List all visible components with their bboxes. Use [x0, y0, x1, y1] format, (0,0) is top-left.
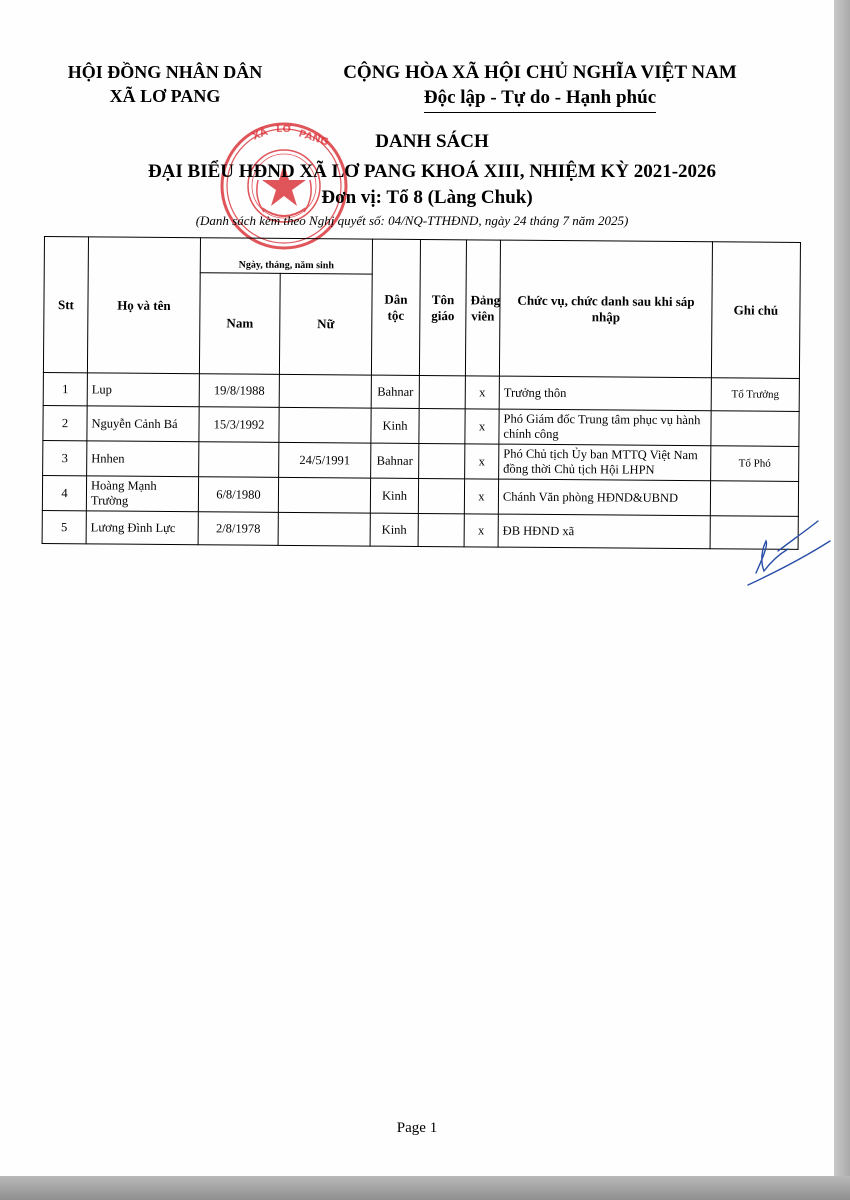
cell-name: Hoàng Mạnh Trường [86, 476, 198, 512]
scan-edge-right [834, 0, 850, 1200]
cell-position: Phó Giám đốc Trung tâm phục vụ hành chính công [499, 409, 711, 446]
issuer-council: HỘI ĐỒNG NHÂN DÂN [67, 62, 263, 82]
cell-party: x [465, 444, 499, 479]
document-title: DANH SÁCH [375, 131, 489, 152]
cell-stt: 5 [42, 510, 86, 543]
header-male: Nam [199, 273, 280, 375]
national-header [300, 60, 780, 113]
scan-edge-bottom [0, 1176, 850, 1200]
cell-name: Nguyễn Cảnh Bá [87, 406, 199, 442]
cell-male-dob: 2/8/1978 [198, 512, 278, 546]
cell-ethnicity: Bahnar [371, 443, 419, 478]
cell-ethnicity: Kinh [370, 478, 418, 513]
svg-text:PANG: PANG [297, 128, 330, 149]
cell-stt: 4 [42, 475, 86, 510]
svg-text:LƠ: LƠ [276, 124, 292, 135]
delegate-table [42, 236, 801, 550]
cell-note: Tổ Trưởng [711, 378, 799, 412]
country-name: CỘNG HÒA XÃ HỘI CHỦ NGHĨA VIỆT NAM [343, 62, 737, 83]
cell-female-dob [279, 407, 371, 443]
table-row [42, 510, 798, 549]
cell-position: ĐB HĐND xã [498, 514, 710, 549]
cell-religion [418, 513, 464, 546]
svg-text:XÃ: XÃ [251, 126, 270, 143]
national-motto: Độc lập - Tự do - Hạnh phúc [424, 85, 656, 113]
cell-stt: 1 [43, 372, 87, 405]
cell-religion [419, 443, 465, 478]
cell-female-dob [279, 374, 371, 408]
cell-position: Phó Chủ tịch Ủy ban MTTQ Việt Nam đồng thời Chủ tịch Hội LHPN [499, 444, 711, 481]
header-birth-group: Ngày, tháng, năm sinh [200, 238, 372, 274]
document-title-block [0, 130, 834, 230]
header-position: Chức vụ, chức danh sau khi sáp nhập [499, 240, 712, 378]
handwritten-signature [738, 515, 834, 595]
cell-ethnicity: Kinh [371, 408, 419, 443]
cell-party: x [464, 479, 498, 514]
issuer-header [40, 60, 290, 108]
cell-name: Lup [87, 373, 199, 407]
cell-stt: 2 [43, 405, 87, 440]
table-row [42, 475, 798, 516]
cell-male-dob [199, 442, 279, 478]
cell-stt: 3 [43, 440, 87, 475]
cell-religion [418, 478, 464, 513]
cell-ethnicity: Kinh [370, 513, 418, 546]
header-name: Họ và tên [87, 237, 200, 374]
table-row [43, 405, 799, 446]
header-note: Ghi chú [711, 242, 800, 379]
page-number: Page 1 [396, 1120, 438, 1136]
header-stt: Stt [43, 237, 88, 373]
cell-party: x [465, 409, 499, 444]
cell-name: Hnhen [87, 441, 199, 477]
cell-name: Lương Đình Lực [86, 511, 198, 545]
cell-position: Trưởng thôn [499, 376, 711, 411]
cell-female-dob [278, 512, 370, 546]
cell-male-dob: 6/8/1980 [198, 477, 278, 513]
table-row [43, 440, 799, 481]
unit-title: Đơn vị: Tổ 8 (Làng Chuk) [321, 187, 533, 208]
cell-religion [419, 408, 465, 443]
cell-female-dob: 24/5/1991 [279, 442, 371, 478]
header-religion: Tôn giáo [419, 239, 466, 375]
cell-party: x [465, 376, 499, 409]
resolution-note: (Danh sách kèm theo Nghị quyết số: 04/NQ-TTHĐND, ngày 24 tháng 7 năm 2025) [195, 213, 629, 228]
header-party: Đảng viên [465, 240, 500, 376]
issuer-commune: XÃ LƠ PANG [109, 86, 221, 106]
header-ethnicity: Dân tộc [371, 239, 420, 375]
cell-male-dob: 15/3/1992 [199, 407, 279, 443]
header-female: Nữ [279, 273, 372, 375]
cell-ethnicity: Bahnar [371, 375, 419, 408]
cell-note: Tổ Phó [711, 446, 799, 482]
cell-note [711, 411, 799, 447]
cell-religion [419, 375, 465, 408]
cell-note [710, 481, 798, 517]
cell-female-dob [278, 477, 370, 513]
document-subtitle: ĐẠI BIỂU HĐND XÃ LƠ PANG KHOÁ XIII, NHIỆM KỲ 2021-2026 [147, 161, 717, 182]
cell-male-dob: 19/8/1988 [199, 374, 279, 408]
cell-position: Chánh Văn phòng HĐND&UBND [498, 479, 710, 516]
cell-party: x [464, 514, 498, 547]
